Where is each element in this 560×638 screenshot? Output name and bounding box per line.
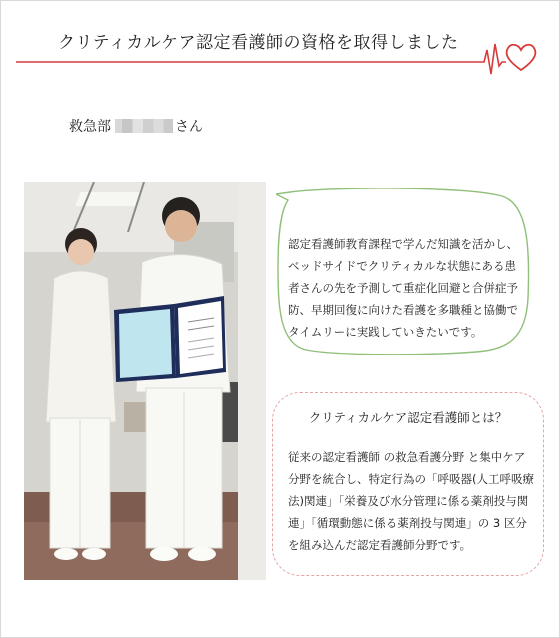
photo-illustration — [24, 182, 266, 580]
department-label: 救急部 — [69, 119, 111, 135]
blurred-name — [115, 119, 173, 133]
message-text: 認定看護師教育課程で学んだ知識を活かし、ベッドサイドでクリティカルな状態にある患者さんの先を予測して重症化回避と合併症予防、早期回復に向けた看護を多職種と協働でタイムリーに実践していきたいです。 — [288, 237, 518, 339]
definition-title: クリティカルケア認定看護師とは？ — [308, 410, 508, 425]
page-title: クリティカルケア認定看護師の資格を取得しました — [58, 33, 459, 53]
heart-icon — [507, 45, 536, 70]
honorific: さん — [175, 119, 203, 135]
definition-text: 従来の認定看護師 の救急看護分野 と集中ケア分野を統合し、特定行為の「呼吸器(人工呼吸療法)関連」「栄養及び水分管理に係る薬剤投与関連」「循環動態に係る薬剤投与関連」の 3 区分を組み込んだ認定看護師分野です。 — [288, 450, 534, 552]
recipient-line — [69, 116, 203, 136]
award-photo — [24, 182, 266, 580]
header-divider-heartbeat — [16, 36, 544, 80]
